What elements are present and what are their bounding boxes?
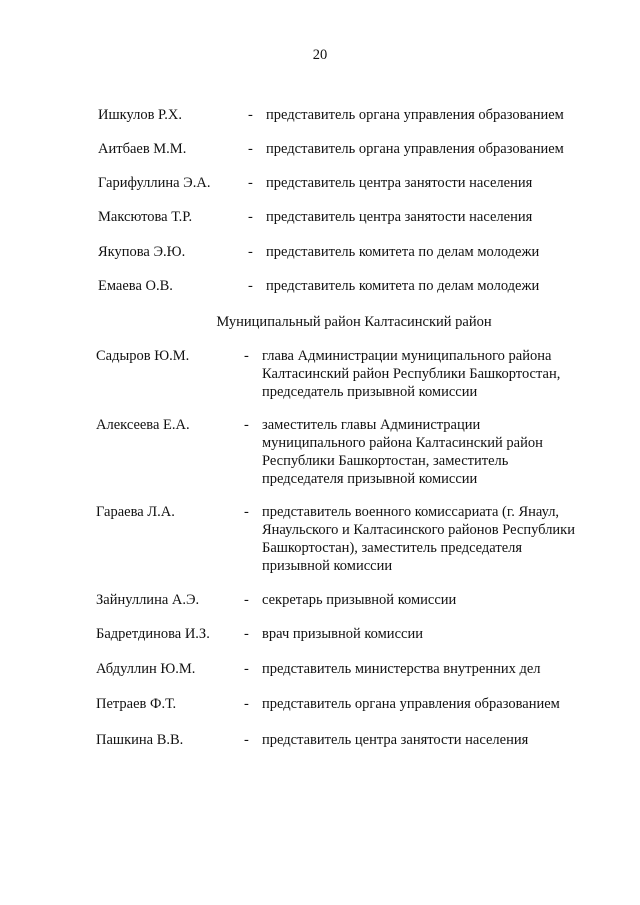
member-role: представитель министерства внутренних дел	[262, 661, 541, 677]
dash-separator: -	[244, 504, 249, 520]
member-name: Гарифуллина Э.А.	[98, 175, 211, 191]
dash-separator: -	[244, 732, 249, 748]
member-name: Бадретдинова И.З.	[96, 626, 210, 642]
member-name: Петраев Ф.Т.	[96, 696, 177, 712]
dash-separator: -	[244, 626, 249, 642]
dash-separator: -	[248, 175, 253, 191]
member-role: заместитель главы Администрации муниципального района Калтасинский район Республики Башкортостан, заместитель председателя призывной комиссии	[262, 417, 543, 487]
member-role: глава Администрации муниципального района Калтасинский район Республики Башкортостан, председатель призывной комиссии	[262, 348, 561, 400]
dash-separator: -	[244, 696, 249, 712]
member-name: Максютова Т.Р.	[98, 209, 193, 225]
member-name: Гараева Л.А.	[96, 504, 175, 520]
member-role: врач призывной комиссии	[262, 626, 423, 642]
member-name: Емаева О.В.	[98, 278, 173, 294]
dash-separator: -	[248, 209, 253, 225]
member-role: представитель органа управления образованием	[262, 696, 560, 712]
member-name: Ишкулов Р.Х.	[98, 107, 183, 123]
section-heading: Муниципальный район Калтасинский район	[216, 314, 492, 330]
member-name: Пашкина В.В.	[96, 732, 184, 748]
member-role: представитель органа управления образованием	[266, 107, 564, 123]
member-role: представитель центра занятости населения	[266, 175, 533, 191]
dash-separator: -	[248, 244, 253, 260]
dash-separator: -	[244, 348, 249, 364]
member-role: представитель комитета по делам молодежи	[266, 244, 540, 260]
dash-separator: -	[248, 278, 253, 294]
member-role: представитель военного комиссариата (г. Янаул, Янаульского и Калтасинского районов Республики Башкортостан), заместитель председателя призывной комиссии	[262, 504, 575, 574]
member-name: Аитбаев М.М.	[98, 141, 187, 157]
member-role: представитель центра занятости населения	[266, 209, 533, 225]
member-name: Якупова Э.Ю.	[98, 244, 186, 260]
dash-separator: -	[248, 107, 253, 123]
member-role: представитель органа управления образованием	[266, 141, 564, 157]
member-name: Алексеева Е.А.	[96, 417, 190, 433]
member-name: Зайнуллина А.Э.	[96, 592, 200, 608]
member-name: Садыров Ю.М.	[96, 348, 190, 364]
dash-separator: -	[244, 661, 249, 677]
page-number: 20	[312, 47, 328, 63]
member-role: представитель комитета по делам молодежи	[266, 278, 540, 294]
dash-separator: -	[244, 592, 249, 608]
dash-separator: -	[244, 417, 249, 433]
member-role: представитель центра занятости населения	[262, 732, 529, 748]
dash-separator: -	[248, 141, 253, 157]
member-name: Абдуллин Ю.М.	[96, 661, 196, 677]
member-role: секретарь призывной комиссии	[262, 592, 457, 608]
